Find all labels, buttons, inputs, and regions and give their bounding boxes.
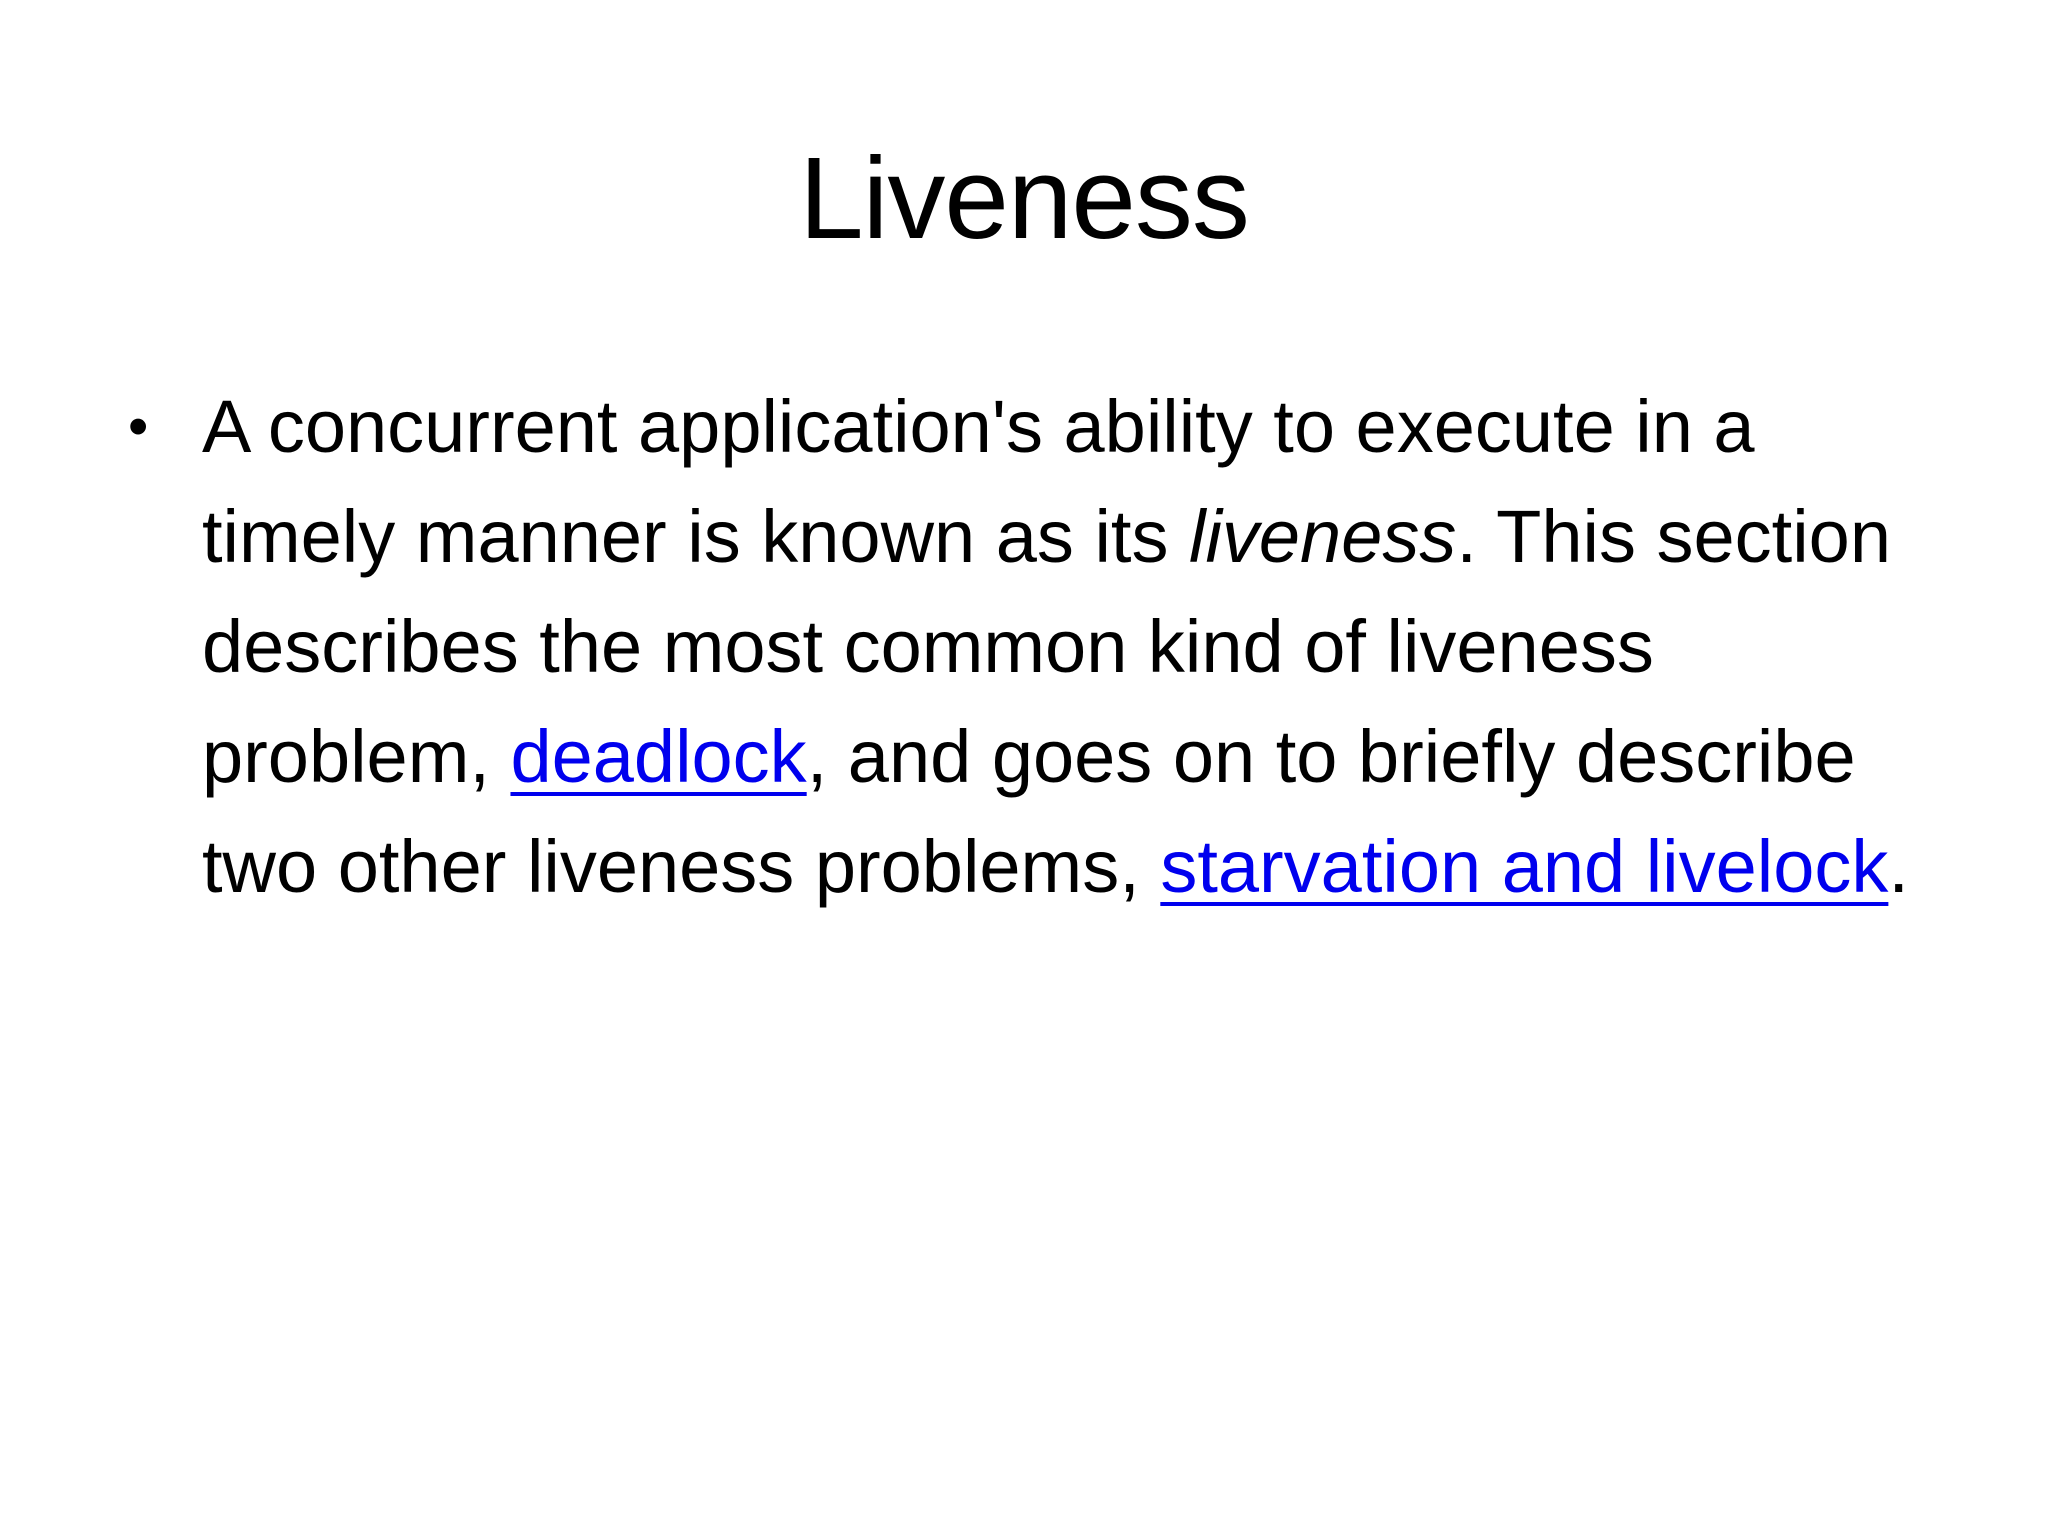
bullet-text-middle: . This section describes the most common kind of liveness problem, [202,495,1891,798]
emphasis-liveness: liveness [1189,495,1457,578]
starvation-livelock-link[interactable]: starvation and livelock [1160,825,1889,908]
bullet-text-end: . [1888,825,1909,908]
bullet-text-start: A concurrent application's ability to execute in a timely manner is known as its [202,385,1755,578]
bullet-list [120,372,1960,922]
bullet-symbol: • [128,394,149,459]
bullet-text-after-deadlock: , and goes on to briefly describe two other liveness problems, [202,715,1856,908]
slide-title: Liveness [799,133,1249,263]
deadlock-link[interactable]: deadlock [510,715,807,798]
bullet-item [120,372,1960,922]
